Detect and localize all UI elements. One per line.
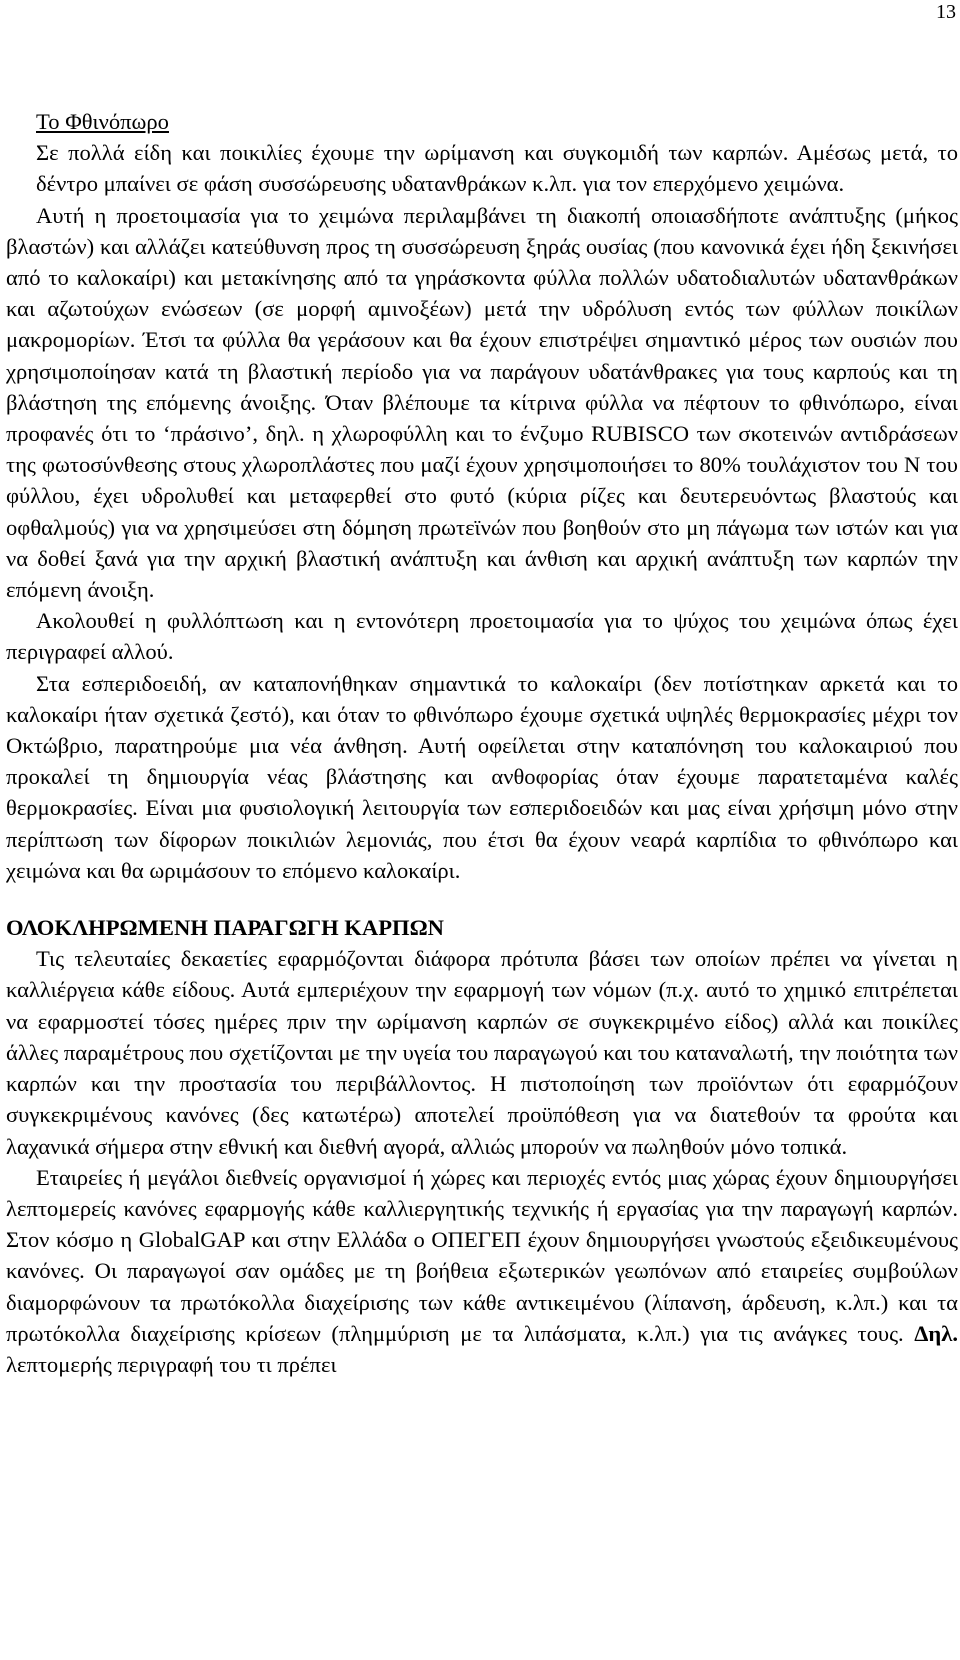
paragraph: Ακολουθεί η φυλλόπτωση και η εντονότερη προετοιμασία για το ψύχος του χειμώνα όπως έχει περιγραφεί αλλού. bbox=[6, 608, 958, 665]
paragraph: Τις τελευταίες δεκαετίες εφαρμόζονται διάφορα πρότυπα βάσει των οποίων πρέπει να γίνεται η καλλιέργεια κάθε είδους. Αυτά εμπεριέχουν την εφαρμογή των νόμων (π.χ. αυτό το χημικό επιτρέπεται να εφαρμοστεί τόσες ημέρες πριν την ωρίμανση καρπών σε συγκεκριμένο είδος) αλλά και ποικίλες άλλες παραμέτρους που σχετίζονται με την υγεία του παραγωγού και του καταναλωτή, την ποιότητα των καρπών και την προστασία του περιβάλλοντος. Η πιστοποίηση των προϊόντων ότι εφαρμόζουν συγκεκριμένους κανόνες (δες κατωτέρω) αποτελεί προϋπόθεση για να διατεθούν τα φρούτα και λαχανικά σήμερα στην εθνική και διεθνή αγορά, αλλιώς μπορούν να πωληθούν μόνο τοπικά. bbox=[6, 946, 958, 1159]
paragraph: Αυτή η προετοιμασία για το χειμώνα περιλαμβάνει τη διακοπή οποιασδήποτε ανάπτυξης (μήκος βλαστών) και αλλάζει κατεύθυνση προς τη συσσώρευση ξηράς ουσίας (που κανονικά έχει ήδη ξεκινήσει από το καλοκαίρι) και μετακίνησης από τα γηράσκοντα φύλλα πολλών υδατοδιαλυτών υδατανθράκων και αζωτούχων ενώσεων (σε μορφή αμινοξέων) μετά την υδρόλυση εντός των φύλλων ποικίλων μακρομορίων. Έτσι τα φύλλα θα γεράσουν και θα έχουν επιστρέψει σημαντικό μέρος των ουσιών που χρησιμοποίησαν κατά τη βλαστική περίοδο για να παράγουν υδατάνθρακες για τους καρπούς και τη βλάστηση της επόμενης άνοιξης. Όταν βλέπουμε τα κίτρινα φύλλα να πέφτουν το φθινόπωρο, είναι προφανές ότι το ‘πράσινο’, δηλ. η χλωροφύλλη και το ένζυμο RUBISCO των σκοτεινών αντιδράσεων της φωτοσύνθεσης στους χλωροπλάστες που μαζί έχουν χρησιμοποιήσει το 80% τουλάχιστον του N του φύλλου, έχει υδρολυθεί και μεταφερθεί στο φυτό (κύρια ρίζες και δευτερευόντως βλαστούς και οφθαλμούς) για να χρησιμεύσει στη δόμηση πρωτεϊνών που βοηθούν στο μη πάγωμα των ιστών και για να δοθεί ξανά για την αρχική βλαστική ανάπτυξη και άνθιση και αρχική ανάπτυξη των καρπών την επόμενη άνοιξη. bbox=[6, 202, 958, 603]
document-body bbox=[6, 106, 958, 1380]
paragraph bbox=[6, 1162, 958, 1380]
section-heading-integrated-production: ΟΛΟΚΛΗΡΩΜΕΝΗ ΠΑΡΑΓΩΓΗ ΚΑΡΠΩΝ bbox=[6, 915, 444, 941]
paragraph-text: Εταιρείες ή μεγάλοι διεθνείς οργανισμοί ή χώρες και περιοχές εντός μιας χώρας έχουν δημιουργήσει λεπτομερείς κανόνες εφαρμογής κάθε καλλιεργητικής τεχνικής ή εργασίας για την παραγωγή καρπών. Στον κόσμο η GlobalGAP και στην Ελλάδα ο ΟΠΕΓΕΠ έχουν δημιουργήσει γνωστούς εξειδικευμένους κανόνες. Οι παραγωγοί σαν ομάδες με τη βοήθεια εξωτερικών γεωπόνων από εταιρείες συμβούλων διαμορφώνουν τα πρωτόκολλα διαχείρισης των κάθε αντικειμένου (λίπανση, άρδευση, κ.λπ.) και τα πρωτόκολλα διαχείρισης κρίσεων (πλημμύριση με τα λιπάσματα, κ.λπ.) για τις ανάγκες τους. bbox=[6, 1164, 958, 1346]
page-number: 13 bbox=[936, 1, 956, 23]
paragraph-text-tail: λεπτομερής περιγραφή του τι πρέπει bbox=[6, 1351, 337, 1377]
bold-inline-text: Δηλ. bbox=[914, 1320, 958, 1346]
paragraph: Στα εσπεριδοειδή, αν καταπονήθηκαν σημαντικά το καλοκαίρι (δεν ποτίστηκαν αρκετά και το καλοκαίρι ήταν σχετικά ζεστό), και όταν το φθινόπωρο έχουμε σχετικά υψηλές θερμοκρασίες μέχρι τον Οκτώβριο, παρατηρούμε μια νέα άνθηση. Αυτή οφείλεται στην καταπόνηση του καλοκαιριού που προκαλεί τη δημιουργία νέας βλάστησης και ανθοφορίας όταν έχουμε παρατεταμένα καλές θερμοκρασίες. Είναι μια φυσιολογική λειτουργία των εσπεριδοειδών και μας είναι χρήσιμη μόνο στην περίπτωση των δίφορων ποικιλιών λεμονιάς, που έτσι θα έχουν νεαρά καρπίδια το φθινόπωρο και χειμώνα και θα ωριμάσουν το επόμενο καλοκαίρι. bbox=[6, 670, 958, 883]
section-heading-autumn: Το Φθινόπωρο bbox=[36, 109, 169, 134]
paragraph: Σε πολλά είδη και ποικιλίες έχουμε την ωρίμανση και συγκομιδή των καρπών. Αμέσως μετά, το δέντρο μπαίνει σε φάση συσσώρευσης υδατανθράκων κ.λπ. για τον επερχόμενο χειμώνα. bbox=[36, 140, 958, 197]
